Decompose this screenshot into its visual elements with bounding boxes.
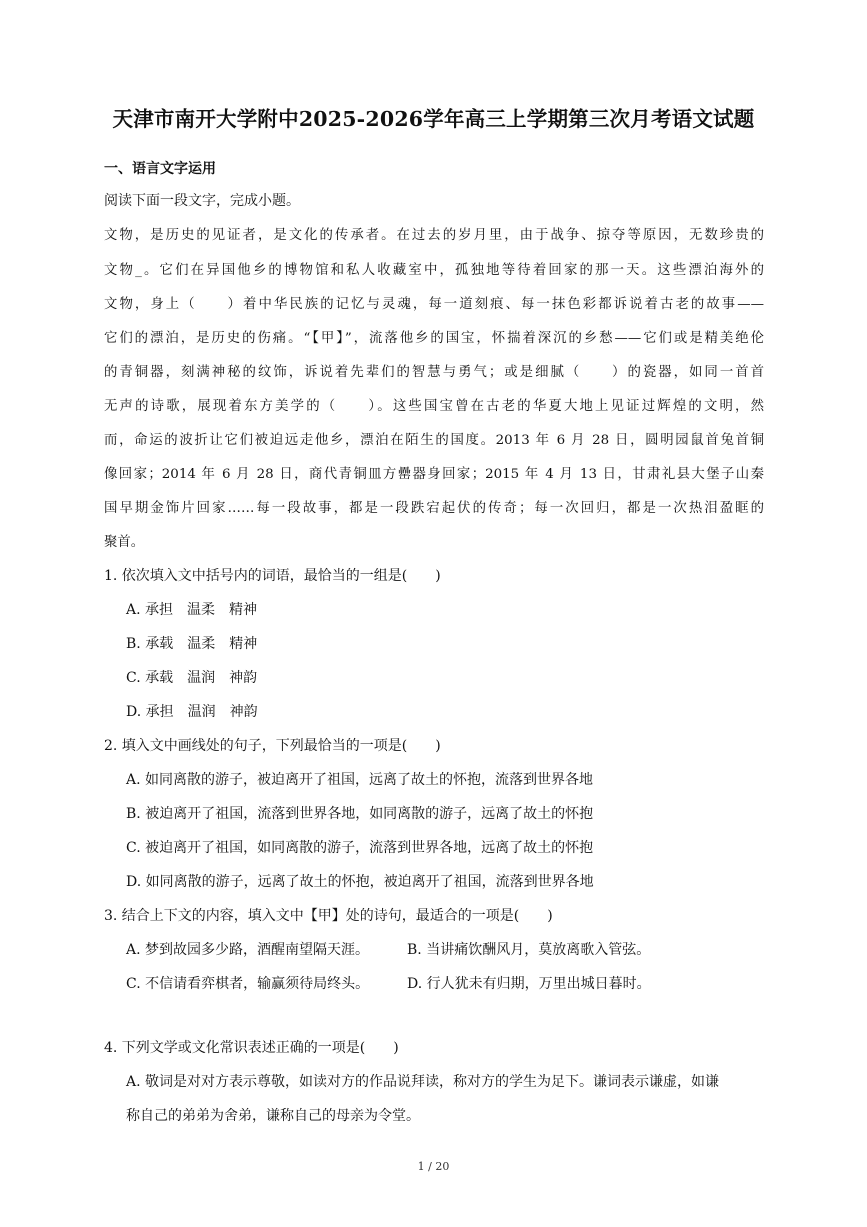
reading-instruction: 阅读下面一段文字，完成小题。 [104, 193, 300, 209]
question-stem: 4. 下列文学或文化常识表述正确的一项是( ) [104, 1040, 399, 1056]
option-a-continued: 称自己的弟弟为舍弟，谦称自己的母亲为令堂。 [126, 1108, 420, 1124]
option-d: D. 如同离散的游子，远离了故土的怀抱，被迫离开了祖国，流落到世界各地 [126, 874, 594, 890]
passage-line: 文物，是历史的见证者，是文化的传承者。在过去的岁月里，由于战争、掠夺等原因，无数珍贵的 [104, 228, 764, 243]
passage-line: 的青铜器，刻满神秘的纹饰，诉说着先辈们的智慧与勇气；或是细腻（ ）的瓷器，如同一首首 [104, 365, 764, 380]
option-c: C. 被迫离开了祖国，如同离散的游子，流落到世界各地，远离了故土的怀抱 [126, 840, 594, 856]
passage-line: 无声的诗歌，展现着东方美学的（ ）。这些国宝曾在古老的华夏大地上见证过辉煌的文明，然 [104, 399, 764, 414]
option-c: C. 不信请看弈棋者，输赢须待局终头。 [126, 976, 370, 992]
passage-line: 文物_。它们在异国他乡的博物馆和私人收藏室中，孤独地等待着回家的那一天。这些漂泊海外的 [104, 263, 764, 278]
option-b: B. 承载 温柔 精神 [126, 636, 258, 652]
passage-line: 聚首。 [104, 535, 145, 550]
page-title: 天津市南开大学附中2025-2026学年高三上学期第三次月考语文试题 [112, 107, 755, 131]
question-stem: 3. 结合上下文的内容，填入文中【甲】处的诗句，最适合的一项是( ) [104, 908, 553, 924]
passage-line: 国早期金饰片回家……每一段故事，都是一段跌宕起伏的传奇；每一次回归，都是一次热泪盈眶的 [104, 501, 764, 516]
option-a: A. 承担 温柔 精神 [126, 602, 258, 618]
option-b: B. 当讲痛饮酬风月，莫放离歌入管弦。 [407, 942, 651, 958]
page-number: 1 / 20 [417, 1160, 450, 1173]
option-b: B. 被迫离开了祖国，流落到世界各地，如同离散的游子，远离了故土的怀抱 [126, 806, 594, 822]
question-stem: 1. 依次填入文中括号内的词语，最恰当的一组是( ) [104, 568, 441, 584]
passage-line: 像回家；2014 年 6 月 28 日，商代青铜皿方罍器身回家；2015 年 4 月 13 日，甘肃礼县大堡子山秦 [104, 467, 764, 482]
section-heading: 一、语言文字运用 [104, 161, 216, 177]
passage-line: 它们的漂泊，是历史的伤痛。“【甲】”，流落他乡的国宝，怀揣着深沉的乡愁——它们或是精美绝伦 [104, 331, 764, 346]
option-a: A. 如同离散的游子，被迫离开了祖国，远离了故土的怀抱，流落到世界各地 [126, 772, 594, 788]
option-a: A. 敬词是对对方表示尊敬，如读对方的作品说拜读，称对方的学生为足下。谦词表示谦虚，如谦 [126, 1074, 720, 1090]
option-c: C. 承载 温润 神韵 [126, 670, 258, 686]
option-d: D. 行人犹未有归期，万里出城日暮时。 [407, 976, 651, 992]
option-d: D. 承担 温润 神韵 [126, 704, 258, 720]
option-a: A. 梦到故园多少路，酒醒南望隔天涯。 [126, 942, 370, 958]
question-stem: 2. 填入文中画线处的句子，下列最恰当的一项是( ) [104, 738, 441, 754]
passage-line: 文物，身上（ ）着中华民族的记忆与灵魂，每一道刻痕、每一抹色彩都诉说着古老的故事—— [104, 297, 764, 312]
passage-line: 而，命运的波折让它们被迫远走他乡，漂泊在陌生的国度。2013 年 6 月 28 日，圆明园鼠首兔首铜 [104, 433, 764, 448]
